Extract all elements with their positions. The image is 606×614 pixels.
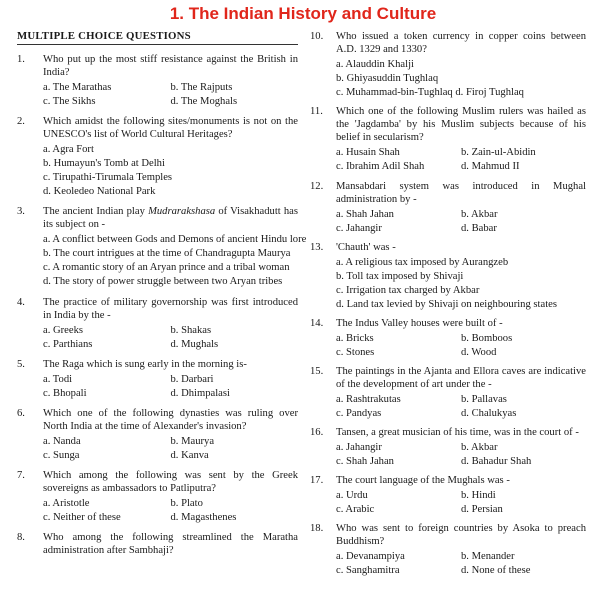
options-list: [336, 332, 586, 360]
option-item: b. Maurya: [170, 436, 215, 447]
question-item: [310, 105, 586, 174]
question-text: The Indus Valley houses were built of -: [336, 318, 503, 329]
option-item: c. A romantic story of an Aryan prince and a tribal woman: [43, 262, 290, 273]
option-item: d. Babar: [461, 223, 497, 234]
option-item: d. Mughals: [170, 339, 219, 350]
question-number: 18.: [310, 523, 324, 534]
question-text: Which among the following was sent by the Greek sovereigns as ambassadors to Patliputra?: [43, 470, 298, 494]
options-list: [336, 146, 586, 174]
question-text: Which one of the following Muslim rulers was hailed as the 'Jagdamba' by his Muslim subjects because of his belief in secularism?: [336, 106, 586, 143]
option-item: b. Plato: [170, 498, 203, 509]
options-list: [43, 143, 298, 199]
question-text: 'Chauth' was -: [336, 242, 396, 253]
options-list: [43, 373, 298, 401]
question-number: 17.: [310, 475, 324, 486]
option-item: b. Bomboos: [461, 333, 513, 344]
question-text: Mansabdari system was introduced in Mughal administration by -: [336, 181, 586, 205]
page-title: 1. The Indian History and Culture: [169, 4, 437, 23]
question-number: 11.: [310, 106, 323, 117]
options-list: [336, 441, 586, 469]
option-item: b. Hindi: [461, 490, 496, 501]
options-list: [43, 81, 298, 109]
option-item: c. Bhopali: [43, 388, 87, 399]
option-item: c. Muhammad-bin-Tughlaq d. Firoj Tughlaq: [336, 87, 524, 98]
question-text: Who among the following streamlined the Maratha administration after Sambhaji?: [43, 532, 298, 556]
question-text: The court language of the Mughals was -: [336, 475, 510, 486]
left-question-list: [17, 53, 307, 557]
option-item: a. Rashtrakutas: [336, 394, 401, 405]
options-list: [43, 497, 298, 525]
question-item: [17, 296, 298, 352]
option-item: a. Alauddin Khalji: [336, 59, 414, 70]
question-text: Which amidst the following sites/monuments is not on the UNESCO's list of World Cultural Heritages?: [43, 116, 298, 140]
question-item: [17, 407, 298, 463]
question-number: 6.: [17, 408, 25, 419]
option-item: b. Humayun's Tomb at Delhi: [43, 158, 165, 169]
option-item: c. Pandyas: [336, 408, 382, 419]
question-number: 13.: [310, 242, 324, 253]
option-item: a. Nanda: [43, 436, 81, 447]
option-item: a. A religious tax imposed by Aurangzeb: [336, 257, 509, 268]
question-item: [310, 180, 586, 236]
option-item: c. Parthians: [43, 339, 93, 350]
options-list: [336, 393, 586, 421]
question-item: [17, 531, 298, 557]
question-number: 3.: [17, 206, 25, 217]
option-item: a. Shah Jahan: [336, 209, 394, 220]
question-text: The ancient Indian play Mudrarakshasa of Visakhadutt has its subject on -: [43, 206, 299, 230]
option-item: b. Zain-ul-Abidin: [461, 147, 536, 158]
option-item: d. Kanva: [170, 450, 209, 461]
option-item: a. Husain Shah: [336, 147, 400, 158]
option-item: c. Jahangir: [336, 223, 382, 234]
question-item: [310, 522, 586, 578]
options-list: [43, 233, 307, 289]
option-item: b. Toll tax imposed by Shivaji: [336, 271, 464, 282]
options-list: [336, 208, 586, 236]
option-item: d. Bahadur Shah: [461, 456, 532, 467]
question-item: [310, 317, 586, 360]
option-item: c. The Sikhs: [43, 96, 96, 107]
option-item: d. Mahmud II: [461, 161, 520, 172]
options-list: [336, 550, 586, 578]
question-number: 2.: [17, 116, 25, 127]
section-heading: MULTIPLE CHOICE QUESTIONS: [17, 30, 298, 45]
option-item: b. Shakas: [170, 325, 212, 336]
options-list: [336, 489, 586, 517]
option-item: c. Sanghamitra: [336, 565, 400, 576]
question-item: [17, 205, 307, 289]
option-item: a. Greeks: [43, 325, 84, 336]
option-item: d. Magasthenes: [170, 512, 237, 523]
option-item: a. A conflict between Gods and Demons of ancient Hindu lore: [43, 234, 307, 245]
option-item: d. Persian: [461, 504, 503, 515]
options-list: [43, 435, 298, 463]
play-title: Mudrarakshasa: [148, 206, 216, 217]
options-list: [336, 58, 586, 100]
question-number: 16.: [310, 427, 324, 438]
question-number: 14.: [310, 318, 324, 329]
option-item: b. Ghiyasuddin Tughlaq: [336, 73, 439, 84]
question-item: [310, 241, 586, 312]
question-text: Who issued a token currency in copper coins between A.D. 1329 and 1330?: [336, 31, 586, 55]
left-column: [17, 30, 307, 563]
right-question-list: [310, 30, 586, 578]
option-item: d. The Moghals: [170, 96, 238, 107]
question-number: 12.: [310, 181, 324, 192]
question-text: The paintings in the Ajanta and Ellora caves are indicative of the development of art under the -: [336, 366, 586, 390]
option-item: b. Akbar: [461, 442, 498, 453]
question-text: The practice of military governorship was first introduced in India by the -: [43, 297, 298, 321]
option-item: c. Sunga: [43, 450, 80, 461]
question-number: 1.: [17, 54, 25, 65]
option-item: d. The story of power struggle between two Aryan tribes: [43, 276, 283, 287]
option-item: a. Aristotle: [43, 498, 90, 509]
question-item: [17, 115, 298, 199]
option-item: c. Irrigation tax charged by Akbar: [336, 285, 480, 296]
option-item: a. The Marathas: [43, 82, 112, 93]
question-number: 10.: [310, 31, 324, 42]
option-item: a. Todi: [43, 374, 73, 385]
option-item: c. Arabic: [336, 504, 375, 515]
question-text: The Raga which is sung early in the morning is-: [43, 359, 247, 370]
option-item: a. Agra Fort: [43, 144, 94, 155]
option-item: c. Stones: [336, 347, 375, 358]
question-item: [17, 358, 298, 401]
option-item: c. Ibrahim Adil Shah: [336, 161, 425, 172]
question-item: [17, 469, 298, 525]
option-item: d. Chalukyas: [461, 408, 517, 419]
question-number: 7.: [17, 470, 25, 481]
option-item: d. Land tax levied by Shivaji on neighbouring states: [336, 299, 557, 310]
option-item: b. Akbar: [461, 209, 498, 220]
option-item: d. None of these: [461, 565, 531, 576]
option-item: a. Jahangir: [336, 442, 382, 453]
options-list: [43, 324, 298, 352]
option-item: a. Bricks: [336, 333, 374, 344]
option-item: d. Wood: [461, 347, 497, 358]
option-item: b. Pallavas: [461, 394, 507, 405]
question-item: [310, 474, 586, 517]
option-item: c. Tirupathi-Tirumala Temples: [43, 172, 173, 183]
option-item: a. Devanampiya: [336, 551, 405, 562]
question-text: Who was sent to foreign countries by Asoka to preach Buddhism?: [336, 523, 586, 547]
option-item: d. Keoledeo National Park: [43, 186, 156, 197]
question-number: 4.: [17, 297, 25, 308]
option-item: b. The Rajputs: [170, 82, 233, 93]
question-text: Which one of the following dynasties was ruling over North India at the time of Alexander's invasion?: [43, 408, 298, 432]
option-item: b. The court intrigues at the time of Chandragupta Maurya: [43, 248, 291, 259]
question-number: 15.: [310, 366, 324, 377]
option-item: d. Dhimpalasi: [170, 388, 230, 399]
question-text: Tansen, a great musician of his time, was in the court of -: [336, 427, 579, 438]
option-item: b. Menander: [461, 551, 515, 562]
question-item: [310, 426, 586, 469]
option-item: c. Neither of these: [43, 512, 121, 523]
question-number: 5.: [17, 359, 25, 370]
question-item: [310, 365, 586, 421]
option-item: b. Darbari: [170, 374, 214, 385]
question-item: [310, 30, 586, 100]
option-item: a. Urdu: [336, 490, 368, 501]
question-text: Who put up the most stiff resistance against the British in India?: [43, 54, 298, 78]
option-item: c. Shah Jahan: [336, 456, 394, 467]
options-list: [336, 256, 586, 312]
question-item: [17, 53, 298, 109]
right-column: [310, 30, 586, 583]
question-number: 8.: [17, 532, 25, 543]
